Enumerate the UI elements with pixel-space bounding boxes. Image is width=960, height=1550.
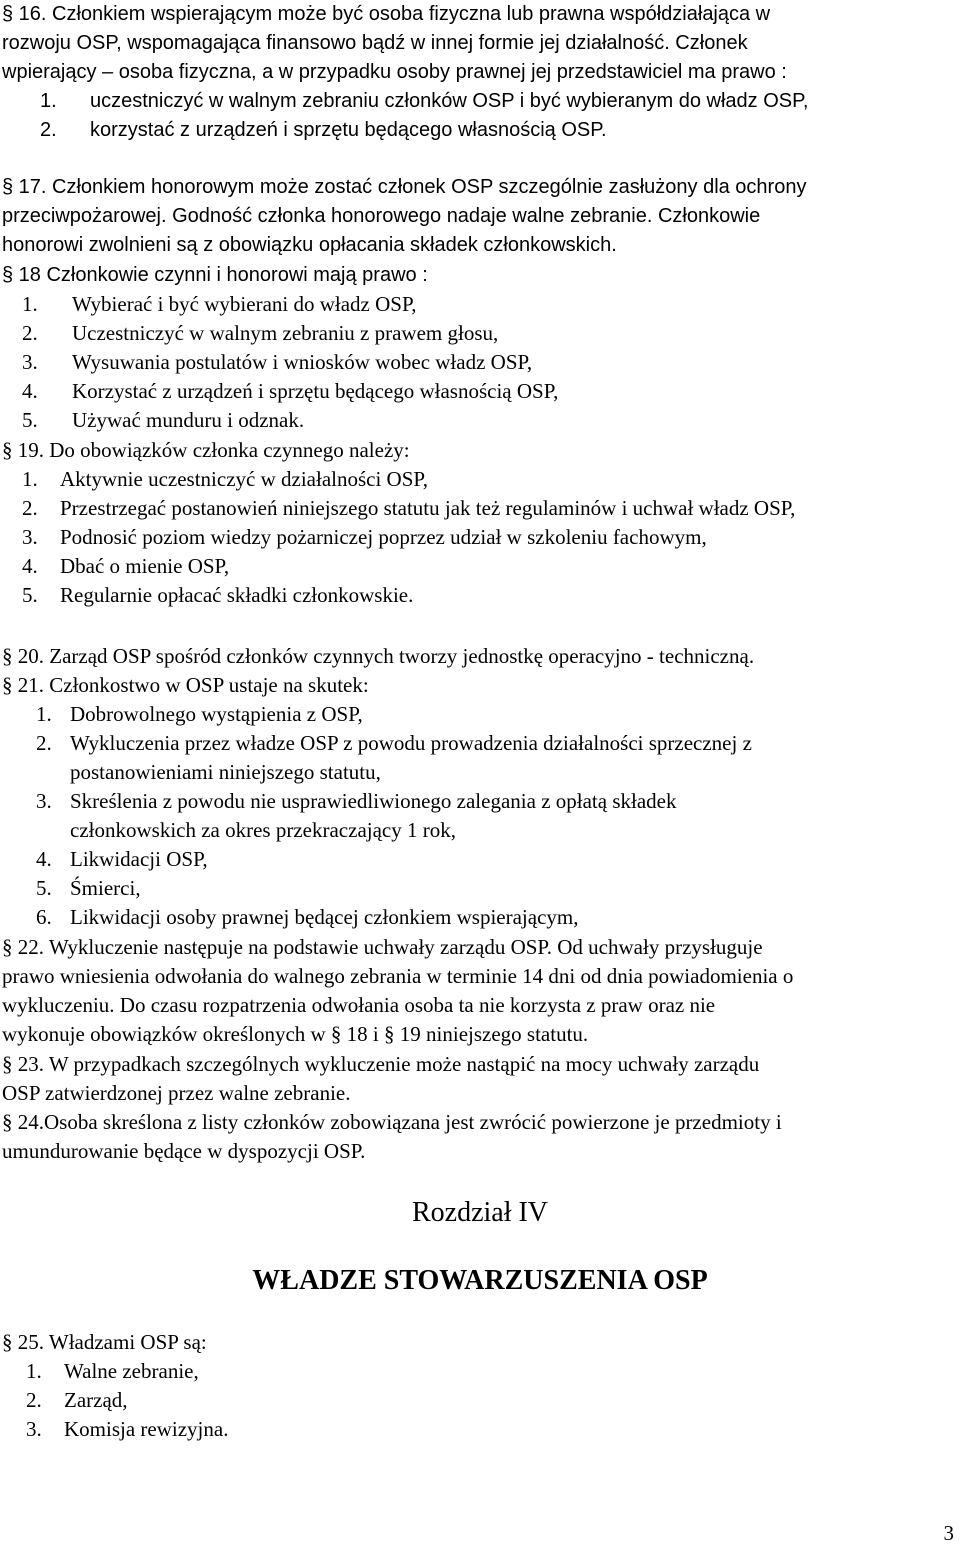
list-item-continuation: członkowskich za okres przekraczający 1 rok, (70, 818, 456, 842)
list-item: Korzystać z urządzeń i sprzętu będącego własnością OSP, (72, 379, 559, 403)
list-number: 6. (36, 905, 52, 929)
list-item: korzystać z urządzeń i sprzętu będącego własnością OSP. (90, 119, 607, 141)
list-number: 3. (22, 525, 38, 549)
paragraph-21-heading: § 21. Członkostwo w OSP ustaje na skutek: (2, 673, 369, 697)
list-item: Wysuwania postulatów i wniosków wobec władz OSP, (72, 350, 533, 374)
list-item: Skreślenia z powodu nie usprawiedliwionego zalegania z opłatą składek (70, 789, 677, 813)
list-number: 2. (26, 1388, 42, 1412)
page-number: 3 (943, 1521, 954, 1545)
list-number: 4. (22, 379, 38, 403)
paragraph-16-line: rozwoju OSP, wspomagająca finansowo bądź w innej formie jej działalność. Członek (2, 32, 748, 54)
list-number: 1. (22, 467, 38, 491)
paragraph-24-line: umundurowanie będące w dyspozycji OSP. (2, 1139, 366, 1163)
list-number: 2. (36, 731, 52, 755)
list-item: Dobrowolnego wystąpienia z OSP, (70, 702, 363, 726)
list-number: 2. (22, 496, 38, 520)
list-item: Regularnie opłacać składki członkowskie. (60, 583, 414, 607)
list-number: 4. (22, 554, 38, 578)
paragraph-23-line: § 23. W przypadkach szczególnych wykluczenie może nastąpić na mocy uchwały zarządu (2, 1052, 760, 1076)
list-item: Dbać o mienie OSP, (60, 554, 230, 578)
paragraph-22-line: wykluczeniu. Do czasu rozpatrzenia odwołania osoba ta nie korzysta z praw oraz nie (2, 993, 716, 1017)
list-item: Walne zebranie, (64, 1359, 199, 1383)
paragraph-25-heading: § 25. Władzami OSP są: (2, 1330, 207, 1354)
list-item: Wybierać i być wybierani do władz OSP, (72, 292, 417, 316)
paragraph-18-heading: § 18 Członkowie czynni i honorowi mają prawo : (2, 264, 428, 286)
list-item: Wykluczenia przez władze OSP z powodu prowadzenia działalności sprzecznej z (70, 731, 752, 755)
list-item: Zarząd, (64, 1388, 128, 1412)
list-number: 3. (22, 350, 38, 374)
list-number: 4. (36, 847, 52, 871)
paragraph-20: § 20. Zarząd OSP spośród członków czynnych tworzy jednostkę operacyjno - techniczną. (2, 644, 755, 668)
paragraph-17-line: przeciwpożarowej. Godność członka honorowego nadaje walne zebranie. Członkowie (2, 205, 761, 227)
list-number: 1. (26, 1359, 42, 1383)
chapter-title: Rozdział IV (411, 1197, 549, 1228)
list-item: uczestniczyć w walnym zebraniu członków OSP i być wybieranym do władz OSP, (90, 90, 809, 112)
list-number: 2. (22, 321, 38, 345)
list-number: 1. (36, 702, 52, 726)
chapter-subtitle: WŁADZE STOWARZUSZENIA OSP (252, 1265, 708, 1296)
list-number: 3. (26, 1417, 42, 1441)
paragraph-16-line: wpierający – osoba fizyczna, a w przypadku osoby prawnej jej przedstawiciel ma prawo : (2, 61, 787, 83)
list-number: 5. (36, 876, 52, 900)
paragraph-17-line: § 17. Członkiem honorowym może zostać członek OSP szczególnie zasłużony dla ochrony (2, 176, 807, 198)
list-item: Likwidacji OSP, (70, 847, 208, 871)
list-item-continuation: postanowieniami niniejszego statutu, (70, 760, 381, 784)
list-number: 3. (36, 789, 52, 813)
list-number: 5. (22, 408, 38, 432)
list-number: 5. (22, 583, 38, 607)
list-number: 1. (22, 292, 38, 316)
list-item: Aktywnie uczestniczyć w działalności OSP, (60, 467, 428, 491)
list-number: 1. (40, 90, 57, 112)
paragraph-24-line: § 24.Osoba skreślona z listy członków zobowiązana jest zwrócić powierzone je przedmioty i (2, 1110, 782, 1134)
list-item: Uczestniczyć w walnym zebraniu z prawem głosu, (72, 321, 499, 345)
paragraph-16-line: § 16. Członkiem wspierającym może być osoba fizyczna lub prawna współdziałająca w (2, 3, 771, 25)
paragraph-22-line: wykonuje obowiązków określonych w § 18 i § 19 niniejszego statutu. (2, 1022, 589, 1046)
paragraph-22-line: § 22. Wykluczenie następuje na podstawie uchwały zarządu OSP. Od uchwały przysługuje (2, 935, 763, 959)
list-item: Przestrzegać postanowień niniejszego statutu jak też regulaminów i uchwał władz OSP, (60, 496, 796, 520)
paragraph-23-line: OSP zatwierdzonej przez walne zebranie. (2, 1081, 351, 1105)
list-item: Komisja rewizyjna. (64, 1417, 229, 1441)
paragraph-19-heading: § 19. Do obowiązków członka czynnego należy: (2, 438, 410, 462)
list-item: Podnosić poziom wiedzy pożarniczej poprzez udział w szkoleniu fachowym, (60, 525, 707, 549)
list-item: Śmierci, (70, 876, 141, 900)
list-item: Likwidacji osoby prawnej będącej członkiem wspierającym, (70, 905, 579, 929)
list-number: 2. (40, 119, 57, 141)
list-item: Używać munduru i odznak. (72, 408, 305, 432)
paragraph-17-line: honorowi zwolnieni są z obowiązku opłacania składek członkowskich. (2, 234, 617, 256)
paragraph-22-line: prawo wniesienia odwołania do walnego zebrania w terminie 14 dni od dnia powiadomienia o (2, 964, 794, 988)
